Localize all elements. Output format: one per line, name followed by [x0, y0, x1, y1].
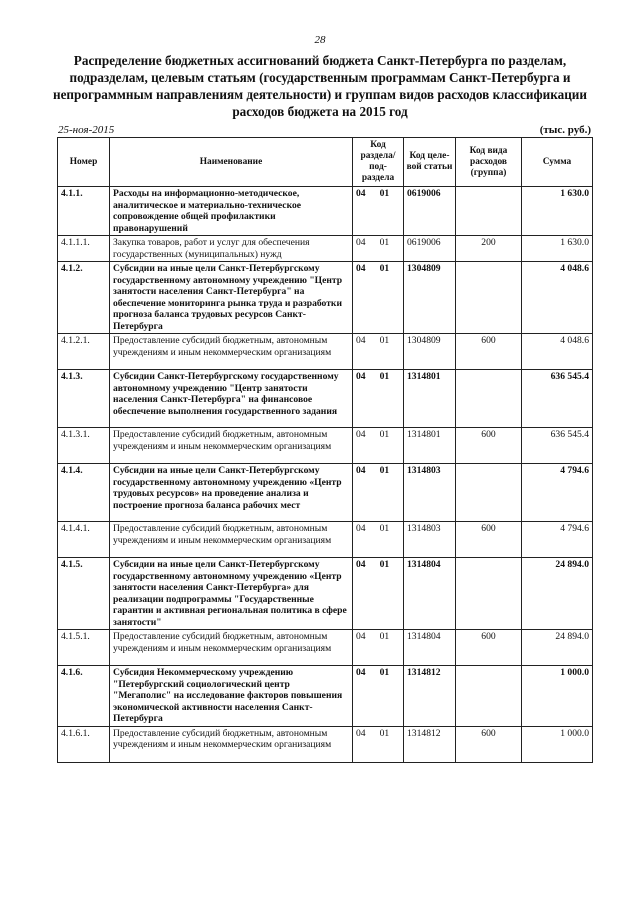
section-code: 04: [356, 371, 366, 382]
table-row: [58, 370, 593, 428]
section-code: 04: [356, 523, 366, 534]
row-section-code: [353, 187, 404, 236]
row-number: 4.1.4.1.: [58, 522, 110, 558]
row-expense-group-code: [456, 187, 522, 236]
row-target-item-code: 1314803: [404, 522, 456, 558]
row-number: 4.1.4.: [58, 464, 110, 522]
row-target-item-code: 1304809: [404, 334, 456, 370]
subsection-code: 01: [379, 465, 390, 476]
header-sum: Сумма: [522, 138, 593, 187]
subsection-code: 01: [379, 335, 390, 346]
budget-table: [57, 137, 593, 763]
subsection-code: 01: [379, 523, 390, 534]
row-sum: 636 545.4: [522, 370, 593, 428]
document-date: 25-ноя-2015: [58, 124, 115, 136]
table-row: [58, 522, 593, 558]
row-target-item-code: 1314812: [404, 666, 456, 727]
title-line-3: непрограммным направлениям деятельности) и группам видов расходов классификации: [52, 87, 587, 102]
table-row: [58, 428, 593, 464]
row-sum: 1 000.0: [522, 726, 593, 762]
row-expense-group-code: 200: [456, 236, 522, 262]
section-code: 04: [356, 335, 366, 346]
row-section-code: [353, 370, 404, 428]
row-name: Предоставление субсидий бюджетным, автономным учреждениям и иным некоммерческим организациям: [110, 726, 353, 762]
subsection-code: 01: [379, 631, 390, 642]
row-target-item-code: 1314804: [404, 630, 456, 666]
row-name: Субсидия Некоммерческому учреждению "Петербургский социологический центр "Мегаполис" на исследование факторов повышения экономической активности населения Санкт-Петербурга: [110, 666, 353, 727]
table-row: [58, 236, 593, 262]
row-section-code: [353, 334, 404, 370]
header-number: Номер: [58, 138, 110, 187]
row-number: 4.1.5.1.: [58, 630, 110, 666]
section-code: 04: [356, 465, 366, 476]
row-expense-group-code: 600: [456, 726, 522, 762]
title-line-1: Распределение бюджетных ассигнований бюджета Санкт-Петербурга по разделам,: [73, 53, 567, 68]
subsection-code: 01: [379, 429, 390, 440]
row-name: Предоставление субсидий бюджетным, автономным учреждениям и иным некоммерческим организациям: [110, 334, 353, 370]
row-number: 4.1.5.: [58, 558, 110, 630]
row-number: 4.1.1.: [58, 187, 110, 236]
row-target-item-code: 1314812: [404, 726, 456, 762]
row-name: Субсидии Санкт-Петербургскому государственному автономному учреждению "Центр занятости населения Санкт-Петербурга" на финансовое обеспечение выполнения государственного задания: [110, 370, 353, 428]
section-code: 04: [356, 631, 366, 642]
row-sum: 636 545.4: [522, 428, 593, 464]
section-code: 04: [356, 667, 366, 678]
subsection-code: 01: [379, 188, 390, 199]
row-section-code: [353, 428, 404, 464]
title-line-2: подразделам, целевым статьям (государственным программам Санкт-Петербурга и: [69, 70, 571, 85]
header-expense-group-code: Код вида расходов (группа): [456, 138, 522, 187]
row-sum: 24 894.0: [522, 558, 593, 630]
row-sum: 4 794.6: [522, 522, 593, 558]
header-section-code: Код раздела/ под-раздела: [353, 138, 404, 187]
header-target-item-code: Код целе-вой статьи: [404, 138, 456, 187]
row-section-code: [353, 726, 404, 762]
row-sum: 4 048.6: [522, 334, 593, 370]
page-number: 28: [314, 34, 326, 46]
section-code: 04: [356, 263, 366, 274]
table-row: [58, 187, 593, 236]
row-section-code: [353, 262, 404, 334]
row-number: 4.1.3.1.: [58, 428, 110, 464]
row-target-item-code: 0619006: [404, 187, 456, 236]
row-section-code: [353, 464, 404, 522]
table-row: [58, 262, 593, 334]
row-number: 4.1.2.: [58, 262, 110, 334]
row-sum: 4 048.6: [522, 262, 593, 334]
row-section-code: [353, 522, 404, 558]
row-target-item-code: 1304809: [404, 262, 456, 334]
row-expense-group-code: [456, 262, 522, 334]
row-section-code: [353, 630, 404, 666]
row-target-item-code: 1314803: [404, 464, 456, 522]
row-expense-group-code: 600: [456, 428, 522, 464]
row-number: 4.1.2.1.: [58, 334, 110, 370]
units-label: (тыс. руб.): [539, 124, 591, 136]
table-body: [58, 187, 593, 763]
row-name: Предоставление субсидий бюджетным, автономным учреждениям и иным некоммерческим организациям: [110, 630, 353, 666]
subsection-code: 01: [379, 667, 390, 678]
row-target-item-code: 0619006: [404, 236, 456, 262]
row-sum: 1 000.0: [522, 666, 593, 727]
table-row: [58, 666, 593, 727]
section-code: 04: [356, 559, 366, 570]
row-name: Субсидии на иные цели Санкт-Петербургскому государственному автономному учреждению "Центр занятости населения Санкт-Петербурга" на обеспечение мониторинга рынка труда и разработки прогноза баланса трудовых ресурсов Санкт-Петербурга: [110, 262, 353, 334]
section-code: 04: [356, 237, 366, 248]
subsection-code: 01: [379, 727, 390, 739]
row-expense-group-code: [456, 370, 522, 428]
row-expense-group-code: [456, 558, 522, 630]
row-name: Закупка товаров, работ и услуг для обеспечения государственных (муниципальных) нужд: [110, 236, 353, 262]
table-row: [58, 334, 593, 370]
section-code: 04: [356, 727, 366, 739]
row-sum: 24 894.0: [522, 630, 593, 666]
document-title: [40, 52, 600, 120]
row-expense-group-code: 600: [456, 334, 522, 370]
row-name: Расходы на информационно-методическое, аналитическое и материально-техническое сопровождение общей профилактики правонарушений: [110, 187, 353, 236]
row-section-code: [353, 558, 404, 630]
row-expense-group-code: [456, 464, 522, 522]
row-sum: 4 794.6: [522, 464, 593, 522]
row-expense-group-code: 600: [456, 522, 522, 558]
row-name: Субсидии на иные цели Санкт-Петербургскому государственному автономному учреждению «Центр занятости населения Санкт-Петербурга» для реализации подпрограммы "Государственные гарантии и активная региональная политика в сфере занятости": [110, 558, 353, 630]
row-target-item-code: 1314801: [404, 370, 456, 428]
subsection-code: 01: [379, 237, 390, 248]
row-name: Субсидии на иные цели Санкт-Петербургскому государственному автономному учреждению «Центр трудовых ресурсов» на проведение анализа и построение прогноза баланса рабочих мест: [110, 464, 353, 522]
row-expense-group-code: 600: [456, 630, 522, 666]
table-row: [58, 558, 593, 630]
row-number: 4.1.6.: [58, 666, 110, 727]
row-name: Предоставление субсидий бюджетным, автономным учреждениям и иным некоммерческим организациям: [110, 428, 353, 464]
row-expense-group-code: [456, 666, 522, 727]
subsection-code: 01: [379, 559, 390, 570]
row-sum: 1 630.0: [522, 236, 593, 262]
row-target-item-code: 1314804: [404, 558, 456, 630]
table-row: [58, 464, 593, 522]
section-code: 04: [356, 188, 366, 199]
section-code: 04: [356, 429, 366, 440]
row-name: Предоставление субсидий бюджетным, автономным учреждениям и иным некоммерческим организациям: [110, 522, 353, 558]
subsection-code: 01: [379, 371, 390, 382]
title-line-4: расходов бюджета на 2015 год: [232, 104, 408, 119]
table-header-row: [58, 138, 593, 187]
row-number: 4.1.1.1.: [58, 236, 110, 262]
table-row: [58, 726, 593, 762]
row-target-item-code: 1314801: [404, 428, 456, 464]
subsection-code: 01: [379, 263, 390, 274]
row-section-code: [353, 666, 404, 727]
row-sum: 1 630.0: [522, 187, 593, 236]
row-number: 4.1.6.1.: [58, 726, 110, 762]
table-row: [58, 630, 593, 666]
row-number: 4.1.3.: [58, 370, 110, 428]
header-name: Наименование: [110, 138, 353, 187]
row-section-code: [353, 236, 404, 262]
